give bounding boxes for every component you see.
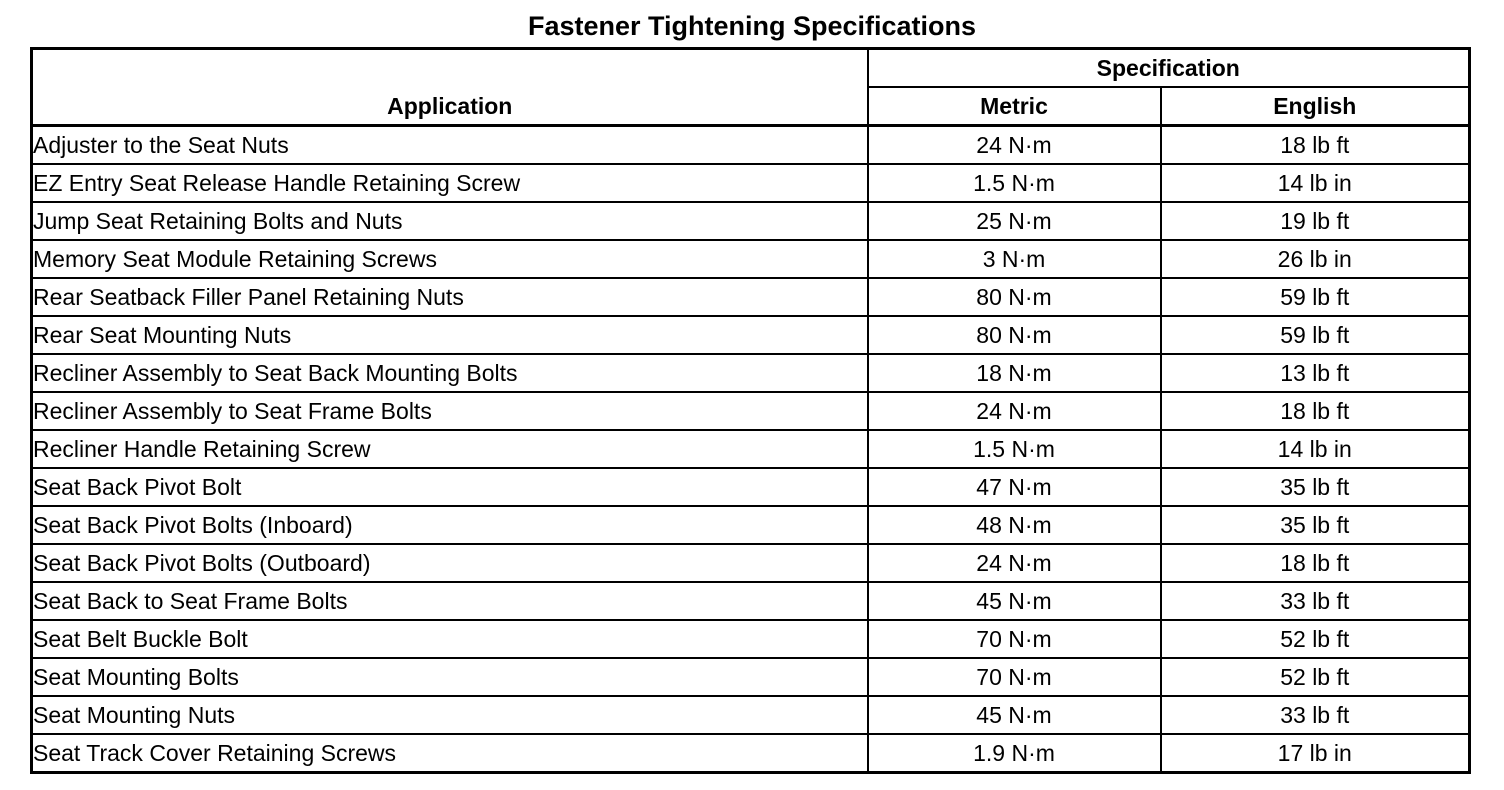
specification-group-header: Specification	[868, 49, 1470, 88]
metric-value-cell: 45 N·m	[868, 582, 1161, 620]
english-value-cell: 17 lb in	[1161, 734, 1470, 773]
english-value-cell: 59 lb ft	[1161, 316, 1470, 354]
metric-column-header: Metric	[868, 87, 1161, 126]
english-value-cell: 35 lb ft	[1161, 468, 1470, 506]
application-cell: Seat Back Pivot Bolt	[32, 468, 868, 506]
english-value-cell: 13 lb ft	[1161, 354, 1470, 392]
application-column-header: Application	[32, 49, 868, 126]
english-value-cell: 52 lb ft	[1161, 620, 1470, 658]
table-row	[32, 278, 1470, 316]
english-column-header: English	[1161, 87, 1470, 126]
english-value-cell: 18 lb ft	[1161, 544, 1470, 582]
application-cell: Seat Track Cover Retaining Screws	[32, 734, 868, 773]
application-cell: Rear Seatback Filler Panel Retaining Nuts	[32, 278, 868, 316]
table-row	[32, 316, 1470, 354]
english-value-cell: 59 lb ft	[1161, 278, 1470, 316]
metric-value-cell: 80 N·m	[868, 278, 1161, 316]
fastener-spec-table	[30, 47, 1471, 774]
metric-value-cell: 25 N·m	[868, 202, 1161, 240]
metric-value-cell: 47 N·m	[868, 468, 1161, 506]
application-cell: Seat Mounting Bolts	[32, 658, 868, 696]
spec-table-body	[32, 126, 1470, 773]
metric-value-cell: 70 N·m	[868, 658, 1161, 696]
table-row	[32, 164, 1470, 202]
metric-value-cell: 1.5 N·m	[868, 164, 1161, 202]
english-value-cell: 18 lb ft	[1161, 392, 1470, 430]
application-cell: Rear Seat Mounting Nuts	[32, 316, 868, 354]
metric-value-cell: 1.9 N·m	[868, 734, 1161, 773]
table-row	[32, 126, 1470, 165]
application-cell: Seat Back Pivot Bolts (Inboard)	[32, 506, 868, 544]
metric-value-cell: 24 N·m	[868, 392, 1161, 430]
table-row	[32, 392, 1470, 430]
metric-value-cell: 45 N·m	[868, 696, 1161, 734]
english-value-cell: 19 lb ft	[1161, 202, 1470, 240]
application-cell: Seat Mounting Nuts	[32, 696, 868, 734]
english-value-cell: 52 lb ft	[1161, 658, 1470, 696]
english-value-cell: 26 lb in	[1161, 240, 1470, 278]
metric-value-cell: 18 N·m	[868, 354, 1161, 392]
table-row	[32, 240, 1470, 278]
table-row	[32, 430, 1470, 468]
table-row	[32, 506, 1470, 544]
application-cell: Seat Back Pivot Bolts (Outboard)	[32, 544, 868, 582]
metric-value-cell: 24 N·m	[868, 544, 1161, 582]
application-cell: EZ Entry Seat Release Handle Retaining Screw	[32, 164, 868, 202]
english-value-cell: 14 lb in	[1161, 430, 1470, 468]
application-cell: Seat Back to Seat Frame Bolts	[32, 582, 868, 620]
application-cell: Adjuster to the Seat Nuts	[32, 126, 868, 165]
metric-value-cell: 3 N·m	[868, 240, 1161, 278]
metric-value-cell: 48 N·m	[868, 506, 1161, 544]
metric-value-cell: 1.5 N·m	[868, 430, 1161, 468]
table-row	[32, 696, 1470, 734]
table-row	[32, 202, 1470, 240]
english-value-cell: 33 lb ft	[1161, 582, 1470, 620]
table-row	[32, 620, 1470, 658]
table-row	[32, 658, 1470, 696]
english-value-cell: 18 lb ft	[1161, 126, 1470, 165]
table-row	[32, 468, 1470, 506]
application-cell: Seat Belt Buckle Bolt	[32, 620, 868, 658]
table-row	[32, 734, 1470, 773]
page-title: Fastener Tightening Specifications	[527, 11, 977, 41]
english-value-cell: 33 lb ft	[1161, 696, 1470, 734]
metric-value-cell: 80 N·m	[868, 316, 1161, 354]
table-row	[32, 582, 1470, 620]
english-value-cell: 35 lb ft	[1161, 506, 1470, 544]
english-value-cell: 14 lb in	[1161, 164, 1470, 202]
table-row	[32, 354, 1470, 392]
application-cell: Recliner Assembly to Seat Frame Bolts	[32, 392, 868, 430]
application-cell: Memory Seat Module Retaining Screws	[32, 240, 868, 278]
metric-value-cell: 70 N·m	[868, 620, 1161, 658]
application-cell: Recliner Assembly to Seat Back Mounting Bolts	[32, 354, 868, 392]
application-cell: Recliner Handle Retaining Screw	[32, 430, 868, 468]
table-row	[32, 544, 1470, 582]
application-cell: Jump Seat Retaining Bolts and Nuts	[32, 202, 868, 240]
metric-value-cell: 24 N·m	[868, 126, 1161, 165]
